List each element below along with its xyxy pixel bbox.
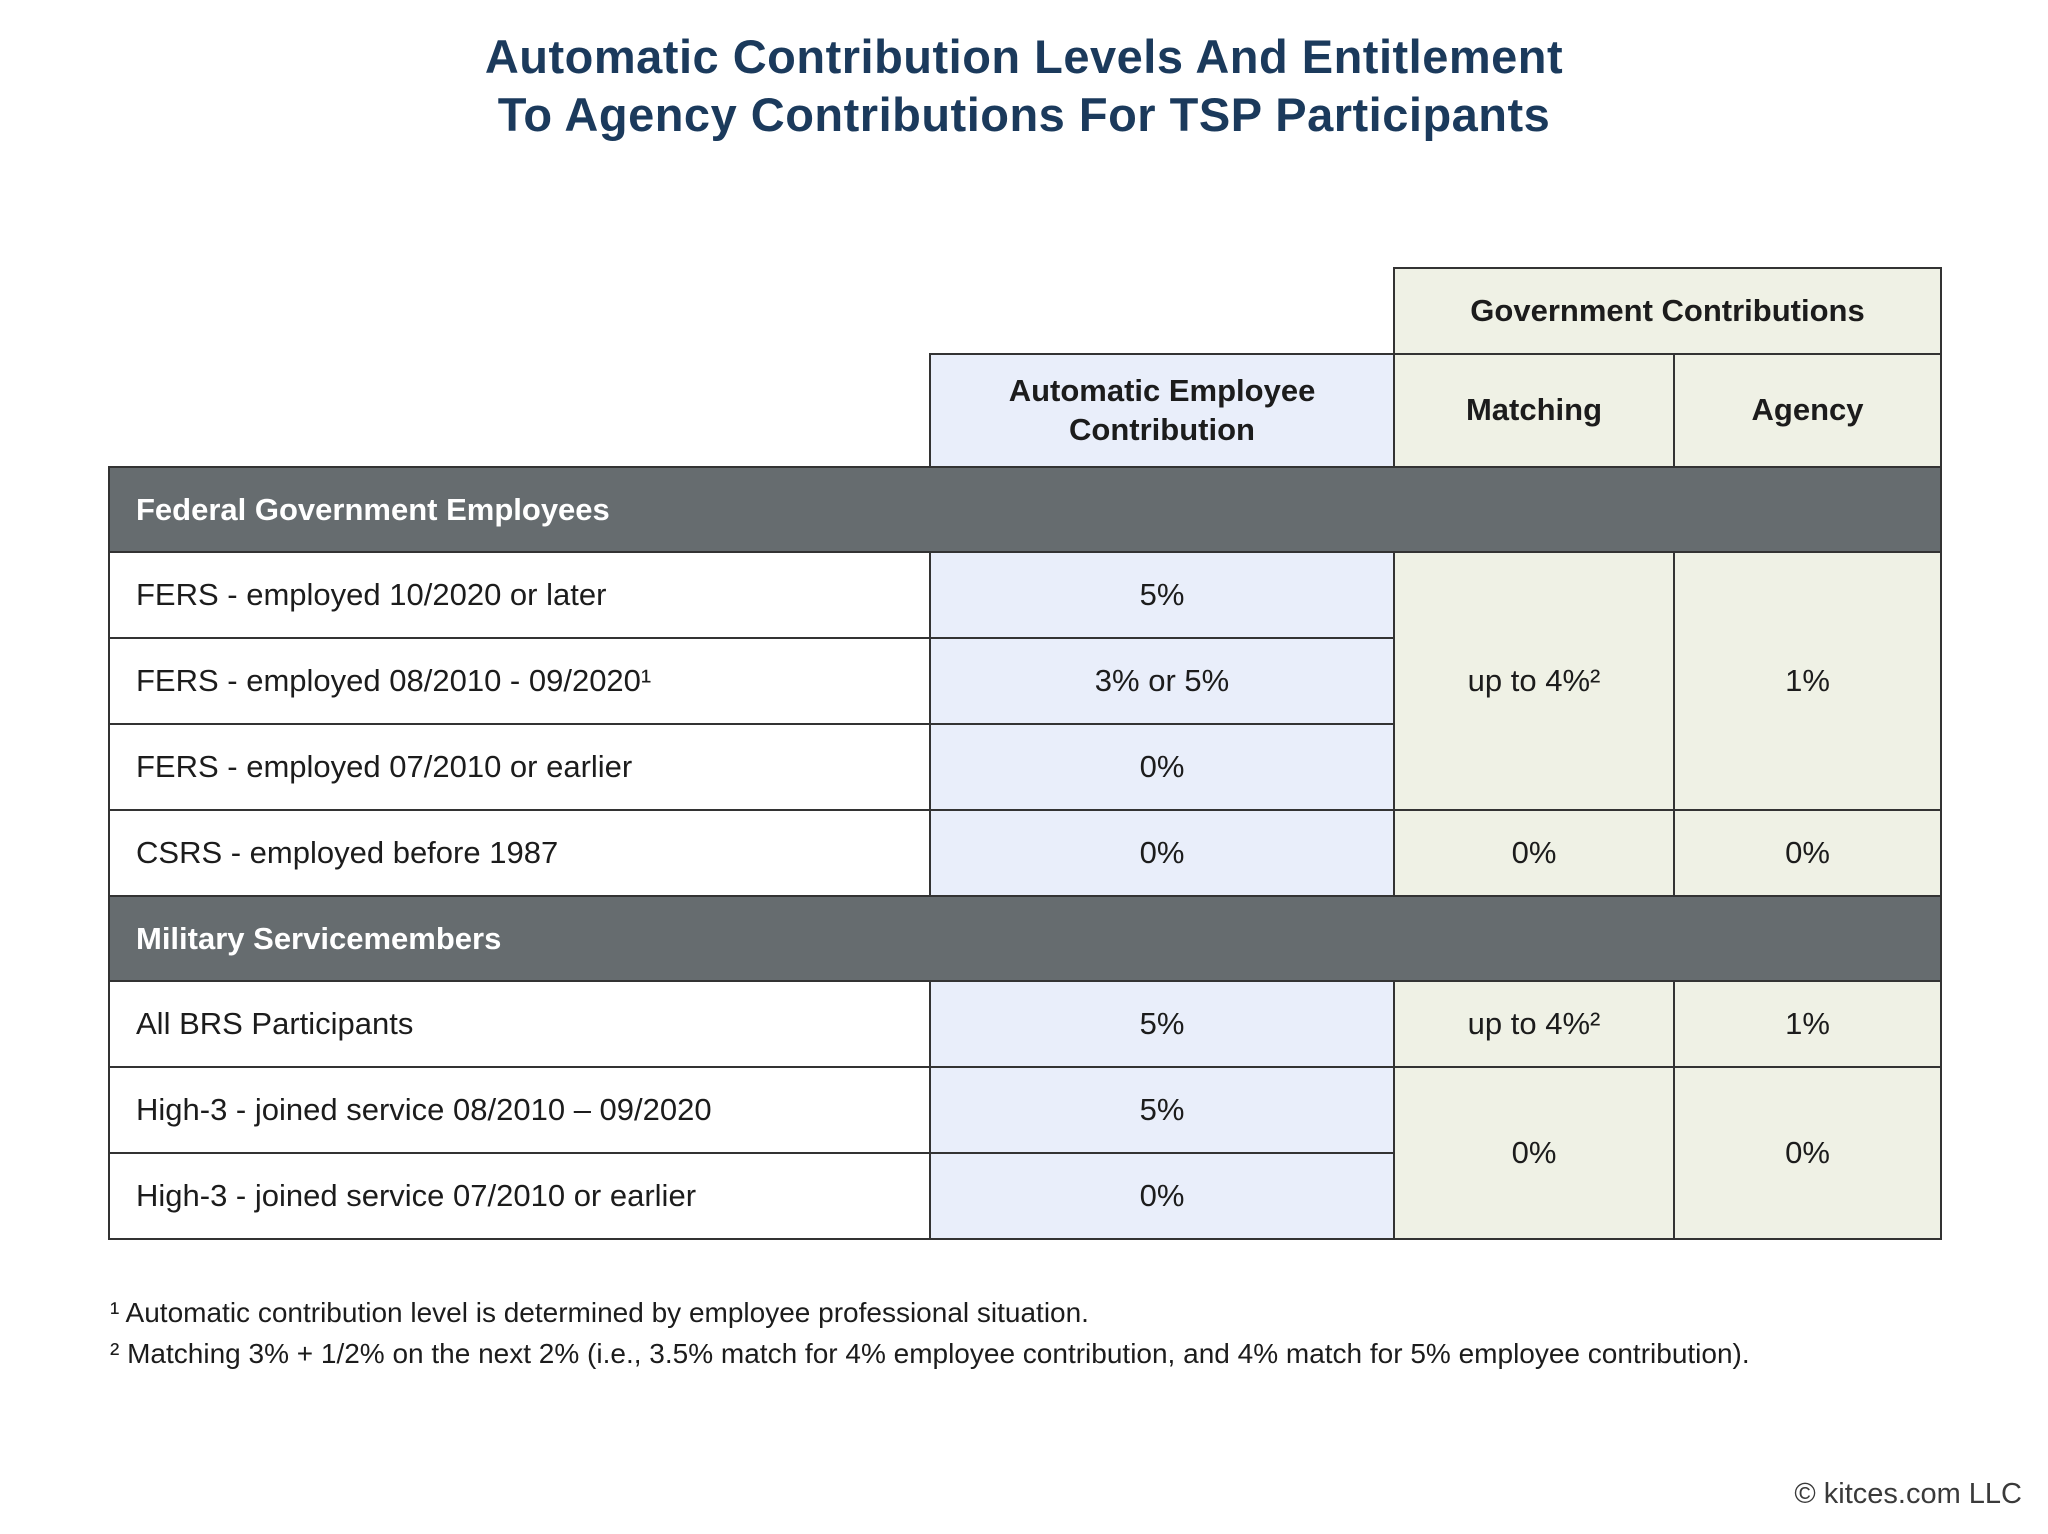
- tsp-contributions-table: [108, 267, 1942, 1240]
- auto-contribution-value: 0%: [930, 810, 1394, 896]
- copyright: © kitces.com LLC: [1794, 1478, 2022, 1510]
- footnotes: [110, 1292, 1750, 1374]
- row-label-csrs-before-1987: CSRS - employed before 1987: [109, 810, 930, 896]
- section-header-federal-government-employees: Federal Government Employees: [109, 467, 1941, 552]
- group-header-row: [109, 268, 1941, 354]
- page-title-line-2: To Agency Contributions For TSP Participants: [497, 88, 1551, 141]
- row-label-fers-07-2010-or-earlier: FERS - employed 07/2010 or earlier: [109, 724, 930, 810]
- section-header-row: [109, 467, 1941, 552]
- agency-value: 0%: [1674, 810, 1941, 896]
- row-label-high3-08-2010-09-2020: High-3 - joined service 08/2010 – 09/2020: [109, 1067, 930, 1153]
- footnote-2: ² Matching 3% + 1/2% on the next 2% (i.e., 3.5% match for 4% employee contribution, and 4% match for 5% employee contribution).: [110, 1338, 1750, 1369]
- matching-value-high3-merged: 0%: [1394, 1067, 1674, 1239]
- matching-value: 0%: [1394, 810, 1674, 896]
- auto-contribution-value: 5%: [930, 1067, 1394, 1153]
- row-label-fers-10-2020-or-later: FERS - employed 10/2020 or later: [109, 552, 930, 638]
- page-title: [0, 28, 2048, 144]
- table-row: [109, 552, 1941, 638]
- section-header-military-servicemembers: Military Servicemembers: [109, 896, 1941, 981]
- auto-contribution-value: 0%: [930, 1153, 1394, 1239]
- col-header-agency: Agency: [1674, 354, 1941, 467]
- header-spacer: [109, 354, 930, 467]
- section-header-row: [109, 896, 1941, 981]
- footnote-1: ¹ Automatic contribution level is determined by employee professional situation.: [110, 1297, 1089, 1328]
- row-label-all-brs-participants: All BRS Participants: [109, 981, 930, 1067]
- government-contributions-group-header: Government Contributions: [1394, 268, 1941, 354]
- agency-value-fers-merged: 1%: [1674, 552, 1941, 810]
- table-row: [109, 1067, 1941, 1153]
- col-header-matching: Matching: [1394, 354, 1674, 467]
- page-title-line-1: Automatic Contribution Levels And Entitlement: [484, 30, 1564, 83]
- row-label-high3-07-2010-or-earlier: High-3 - joined service 07/2010 or earlier: [109, 1153, 930, 1239]
- matching-value-fers-merged: up to 4%²: [1394, 552, 1674, 810]
- matching-value: up to 4%²: [1394, 981, 1674, 1067]
- column-header-row: [109, 354, 1941, 467]
- auto-contribution-value: 0%: [930, 724, 1394, 810]
- auto-contribution-value: 5%: [930, 552, 1394, 638]
- agency-value-high3-merged: 0%: [1674, 1067, 1941, 1239]
- row-label-fers-08-2010-09-2020: FERS - employed 08/2010 - 09/2020¹: [109, 638, 930, 724]
- auto-contribution-value: 3% or 5%: [930, 638, 1394, 724]
- auto-contribution-value: 5%: [930, 981, 1394, 1067]
- table-row: [109, 981, 1941, 1067]
- table-row: [109, 810, 1941, 896]
- agency-value: 1%: [1674, 981, 1941, 1067]
- header-spacer: [109, 268, 1394, 354]
- col-header-automatic-employee-contribution: Automatic Employee Contribution: [930, 354, 1394, 467]
